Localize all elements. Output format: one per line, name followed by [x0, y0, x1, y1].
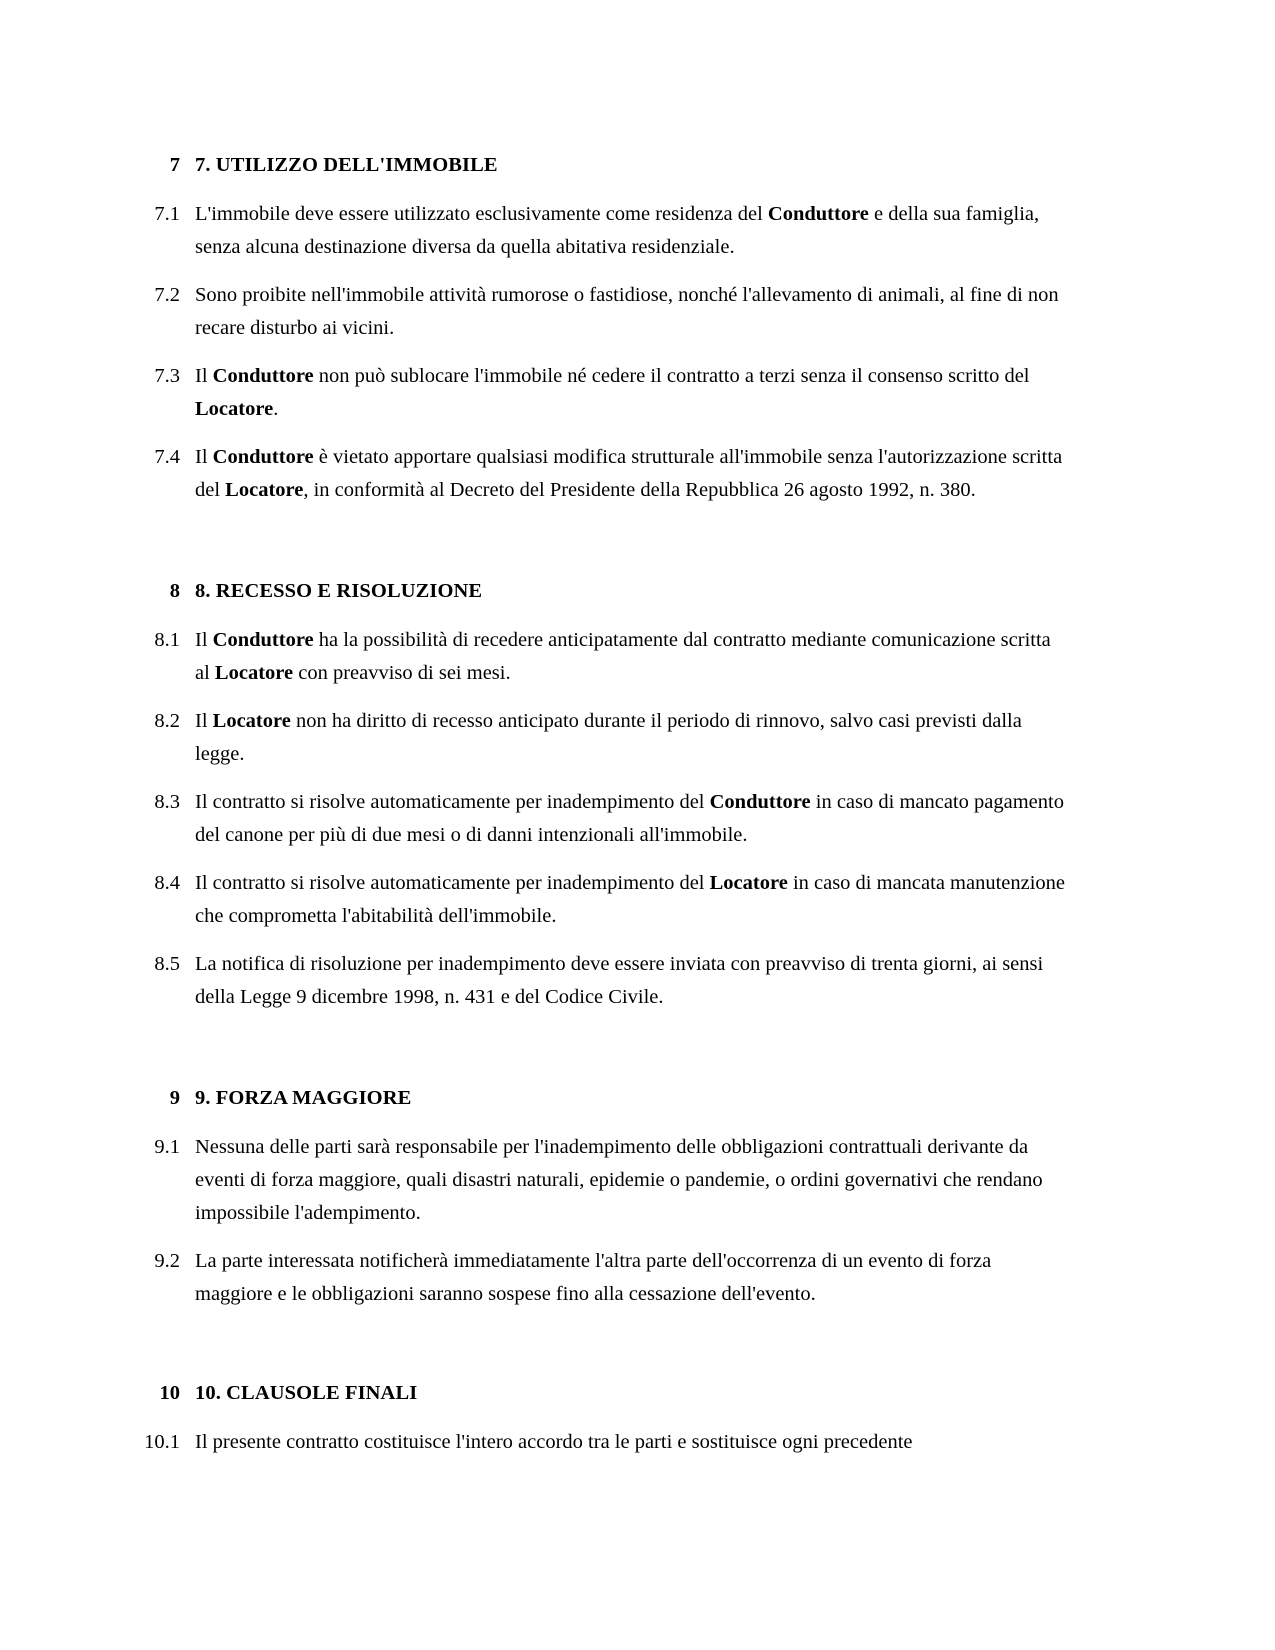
clause-emphasis: Conduttore — [212, 446, 314, 468]
clause-emphasis: Conduttore — [767, 203, 869, 225]
clause-text-run: Il contratto si risolve automaticamente per inadempimento del — [195, 791, 710, 813]
clause-text-run: La parte interessata notificherà immediatamente l'altra parte dell'occorrenza di un evento di forza maggiore e le obbligazioni saranno sospese fino alla cessazione dell'evento. — [195, 1250, 992, 1305]
clause-text-run: non può sublocare l'immobile né cedere il contratto a terzi senza il consenso scritto del — [313, 365, 1030, 387]
clause-number: 8.5 — [154, 953, 180, 975]
section-heading-row — [0, 576, 1275, 606]
clause-row — [0, 867, 1275, 933]
clause-text — [180, 198, 1275, 264]
clause-text-run: La notifica di risoluzione per inadempimento deve essere inviata con preavviso di trenta giorni, ai sensi della Legge 9 dicembre 1998, n. 431 e del Codice Civile. — [195, 953, 1044, 1008]
clause-text — [180, 1245, 1275, 1311]
section-title: 8. RECESSO E RISOLUZIONE — [195, 580, 483, 602]
clause-text-run: L'immobile deve essere utilizzato esclusivamente come residenza del — [195, 203, 768, 225]
clause-text-run: ha la possibilità di recedere anticipatamente dal contratto mediante comunicazione scritta al — [195, 629, 1051, 684]
section-heading-row — [0, 1083, 1275, 1113]
clause-number: 9.2 — [154, 1250, 180, 1272]
section-title: 10. CLAUSOLE FINALI — [195, 1382, 418, 1404]
clause-number: 8.3 — [154, 791, 180, 813]
clause-emphasis: Locatore — [195, 398, 274, 420]
clause-text-run: . — [273, 398, 279, 420]
clause-text-run: non ha diritto di recesso anticipato durante il periodo di rinnovo, salvo casi previsti dalla legge. — [195, 710, 1022, 765]
clause-emphasis: Locatore — [225, 479, 304, 501]
clause-text — [180, 441, 1275, 507]
clause-text — [180, 360, 1275, 426]
clause-row — [0, 360, 1275, 426]
clause-row — [0, 786, 1275, 852]
clause-text — [180, 786, 1275, 852]
clause-text — [180, 279, 1275, 345]
section-spacer — [0, 1326, 1275, 1378]
clause-number: 8.1 — [154, 629, 180, 651]
clause-row — [0, 1131, 1275, 1230]
section-heading-row — [0, 1378, 1275, 1408]
clause-text-run: Il — [195, 710, 213, 732]
clause-text-run: Il — [195, 446, 213, 468]
section-heading-row — [0, 150, 1275, 180]
clause-row — [0, 1245, 1275, 1311]
clause-text-run: è vietato apportare qualsiasi modifica strutturale all'immobile senza l'autorizzazione scritta del — [195, 446, 1063, 501]
clause-text — [180, 867, 1275, 933]
section-spacer — [0, 522, 1275, 576]
clause-row — [0, 948, 1275, 1014]
clause-emphasis: Conduttore — [212, 365, 314, 387]
clause-emphasis: Locatore — [214, 662, 294, 684]
clause-text-run: , in conformità al Decreto del Presidente della Repubblica 26 agosto 1992, n. 380. — [303, 479, 976, 501]
clause-emphasis: Locatore — [212, 710, 291, 732]
clause-text — [180, 624, 1275, 690]
section-number: 9 — [169, 1087, 180, 1109]
clause-text-run: in caso di mancata manutenzione che comprometta l'abitabilità dell'immobile. — [195, 872, 1066, 927]
clause-text — [180, 705, 1275, 771]
clause-number: 7.1 — [154, 203, 180, 225]
clause-text-run: Sono proibite nell'immobile attività rumorose o fastidiose, nonché l'allevamento di animali, al fine di non recare disturbo ai vicini. — [195, 284, 1059, 339]
clause-text-run: e della sua famiglia, senza alcuna destinazione diversa da quella abitativa residenziale. — [195, 203, 1040, 258]
clause-text-run: Il contratto si risolve automaticamente per inadempimento del — [195, 872, 710, 894]
clause-emphasis: Conduttore — [212, 629, 314, 651]
clause-row — [0, 441, 1275, 507]
clause-text — [180, 1131, 1275, 1230]
clause-row — [0, 1426, 1275, 1459]
clause-number: 9.1 — [154, 1136, 180, 1158]
clause-text-run: Il presente contratto costituisce l'intero accordo tra le parti e sostituisce ogni precedente — [195, 1431, 913, 1453]
section-spacer — [0, 1029, 1275, 1083]
clause-text-run: Il — [195, 629, 213, 651]
clause-row — [0, 198, 1275, 264]
clause-emphasis: Conduttore — [709, 791, 811, 813]
section-number: 7 — [169, 154, 180, 176]
clause-text — [180, 948, 1275, 1014]
clause-row — [0, 279, 1275, 345]
section-title: 7. UTILIZZO DELL'IMMOBILE — [195, 154, 498, 176]
clause-row — [0, 624, 1275, 690]
section-number: 10 — [159, 1382, 180, 1404]
clause-emphasis: Locatore — [709, 872, 788, 894]
clause-text — [180, 1426, 1275, 1459]
clause-text-run: in caso di mancato pagamento del canone per più di due mesi o di danni intenzionali all'immobile. — [195, 791, 1064, 846]
document-content — [0, 150, 1275, 1474]
section-title: 9. FORZA MAGGIORE — [195, 1087, 412, 1109]
clause-row — [0, 705, 1275, 771]
clause-number: 7.3 — [154, 365, 180, 387]
clause-text-run: Il — [195, 365, 213, 387]
section-number: 8 — [169, 580, 180, 602]
clause-text-run: Nessuna delle parti sarà responsabile per l'inadempimento delle obbligazioni contrattuali derivante da eventi di forza maggiore, quali disastri naturali, epidemie o pandemie, o ordini governativi che rendano impossibile l'adempimento. — [195, 1136, 1043, 1224]
clause-text-run: con preavviso di sei mesi. — [293, 662, 511, 684]
clause-number: 8.4 — [154, 872, 180, 894]
clause-number: 8.2 — [154, 710, 180, 732]
clause-number: 7.4 — [154, 446, 180, 468]
clause-number: 7.2 — [154, 284, 180, 306]
clause-number: 10.1 — [144, 1431, 180, 1453]
